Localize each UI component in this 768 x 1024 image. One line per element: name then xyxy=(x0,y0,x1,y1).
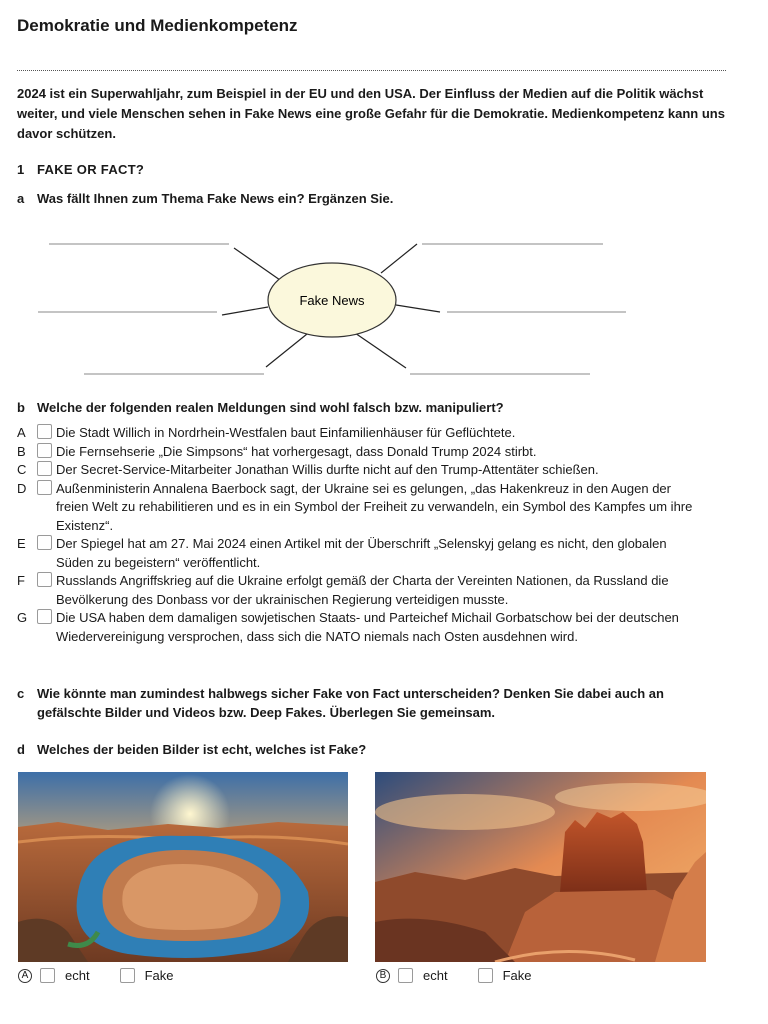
option-checkbox[interactable] xyxy=(37,443,52,458)
task-a-text: Was fällt Ihnen zum Thema Fake News ein? Ergänzen Sie. xyxy=(37,191,394,206)
option-letter: C xyxy=(17,462,27,477)
task-a xyxy=(17,189,717,208)
option-checkbox[interactable] xyxy=(37,535,52,550)
task-a-label: a xyxy=(17,191,25,206)
section-title: FAKE OR FACT? xyxy=(37,162,145,177)
option-letter: G xyxy=(17,610,28,625)
option-checkbox[interactable] xyxy=(37,424,52,439)
option-text: Der Spiegel hat am 27. Mai 2024 einen Artikel mit der Überschrift „Selenskyj gelang es nicht, den globalen Süden zu begeistern“ veröffentlicht. xyxy=(56,536,667,570)
option-checkbox[interactable] xyxy=(37,609,52,624)
task-c xyxy=(17,684,717,722)
option-text: Die Stadt Willich in Nordrhein-Westfalen baut Einfamilienhäuser für Geflüchtete. xyxy=(56,425,516,440)
option-text: Außenministerin Annalena Baerbock sagt, der Ukraine sei es gelungen, „das Hakenkreuz in den Augen der freien Welt zu rehabilitieren und es in ein Symbol der Freiheit zu verwandeln, ein Symbol des Kampfes um ihre Existenz“. xyxy=(56,480,693,533)
option-checkbox[interactable] xyxy=(37,572,52,587)
option-d xyxy=(17,480,737,536)
task-d-text: Welches der beiden Bilder ist echt, welches ist Fake? xyxy=(37,742,367,757)
task-d xyxy=(17,740,717,759)
image-marker: B xyxy=(376,969,390,983)
image-b-choice xyxy=(376,968,531,983)
intro-text: 2024 ist ein Superwahljahr, zum Beispiel in der EU und den USA. Der Einfluss der Medien auf die Politik wächst weiter, und viele Menschen sehen in Fake News eine große Gefahr für die Demokratie. Medienkompetenz kann uns davor schützen. xyxy=(17,86,725,141)
section-number: 1 xyxy=(17,162,25,177)
option-text: Russlands Angriffskrieg auf die Ukraine erfolgt gemäß der Charta der Vereinten Nationen, da Russland die Bevölkerung des Donbass vor der ukrainischen Regierung verteidigen musste. xyxy=(56,573,669,607)
task-c-text: Wie könnte man zumindest halbwegs sicher Fake von Fact unterscheiden? Denken Sie dabei auch an gefälschte Bilder und Videos bzw. Deep Fakes. Überlegen Sie gemeinsam. xyxy=(37,686,664,720)
task-b-label: b xyxy=(17,400,25,415)
fake-checkbox[interactable] xyxy=(478,968,493,983)
task-d-label: d xyxy=(17,742,25,757)
option-f xyxy=(17,572,737,609)
fake-label: Fake xyxy=(502,968,532,983)
option-letter: F xyxy=(17,573,25,588)
page-title: Demokratie und Medienkompetenz xyxy=(17,16,298,35)
photo-b-desert-butte xyxy=(375,772,706,962)
section-heading xyxy=(17,162,144,177)
echt-label: echt xyxy=(65,968,90,983)
option-e xyxy=(17,535,737,572)
task-b xyxy=(17,398,717,417)
fake-checkbox[interactable] xyxy=(120,968,135,983)
option-text: Die USA haben dem damaligen sowjetischen Staats- und Parteichef Michail Gorbatschow bei der deutschen Wiedervereinigung versprochen, dass sich die NATO niemals nach Osten ausdehnen wird. xyxy=(56,610,679,644)
echt-checkbox[interactable] xyxy=(398,968,413,983)
task-b-text: Welche der folgenden realen Meldungen sind wohl falsch bzw. manipuliert? xyxy=(37,400,504,415)
photo-a-horseshoe-bend xyxy=(18,772,348,962)
echt-checkbox[interactable] xyxy=(40,968,55,983)
option-checkbox[interactable] xyxy=(37,461,52,476)
dotted-divider xyxy=(17,70,726,71)
option-letter: B xyxy=(17,443,26,459)
option-a xyxy=(17,424,737,443)
option-checkbox[interactable] xyxy=(37,480,52,495)
option-g xyxy=(17,609,737,646)
option-letter: A xyxy=(17,425,26,440)
echt-label: echt xyxy=(423,968,448,983)
option-letter: D xyxy=(17,480,27,496)
task-c-label: c xyxy=(17,686,25,701)
mindmap xyxy=(0,226,768,386)
option-text: Der Secret-Service-Mitarbeiter Jonathan Willis durfte nicht auf den Trump-Attentäter schießen. xyxy=(56,462,599,477)
image-a-choice xyxy=(18,968,173,983)
options-list xyxy=(17,424,737,646)
option-text: Die Fernsehserie „Die Simpsons“ hat vorhergesagt, dass Donald Trump 2024 stirbt. xyxy=(56,443,537,459)
option-letter: E xyxy=(17,536,26,551)
image-marker: A xyxy=(18,969,32,983)
mindmap-center-label: Fake News xyxy=(299,293,365,308)
option-c xyxy=(17,461,737,480)
fake-label: Fake xyxy=(144,968,174,983)
option-b xyxy=(17,443,737,462)
